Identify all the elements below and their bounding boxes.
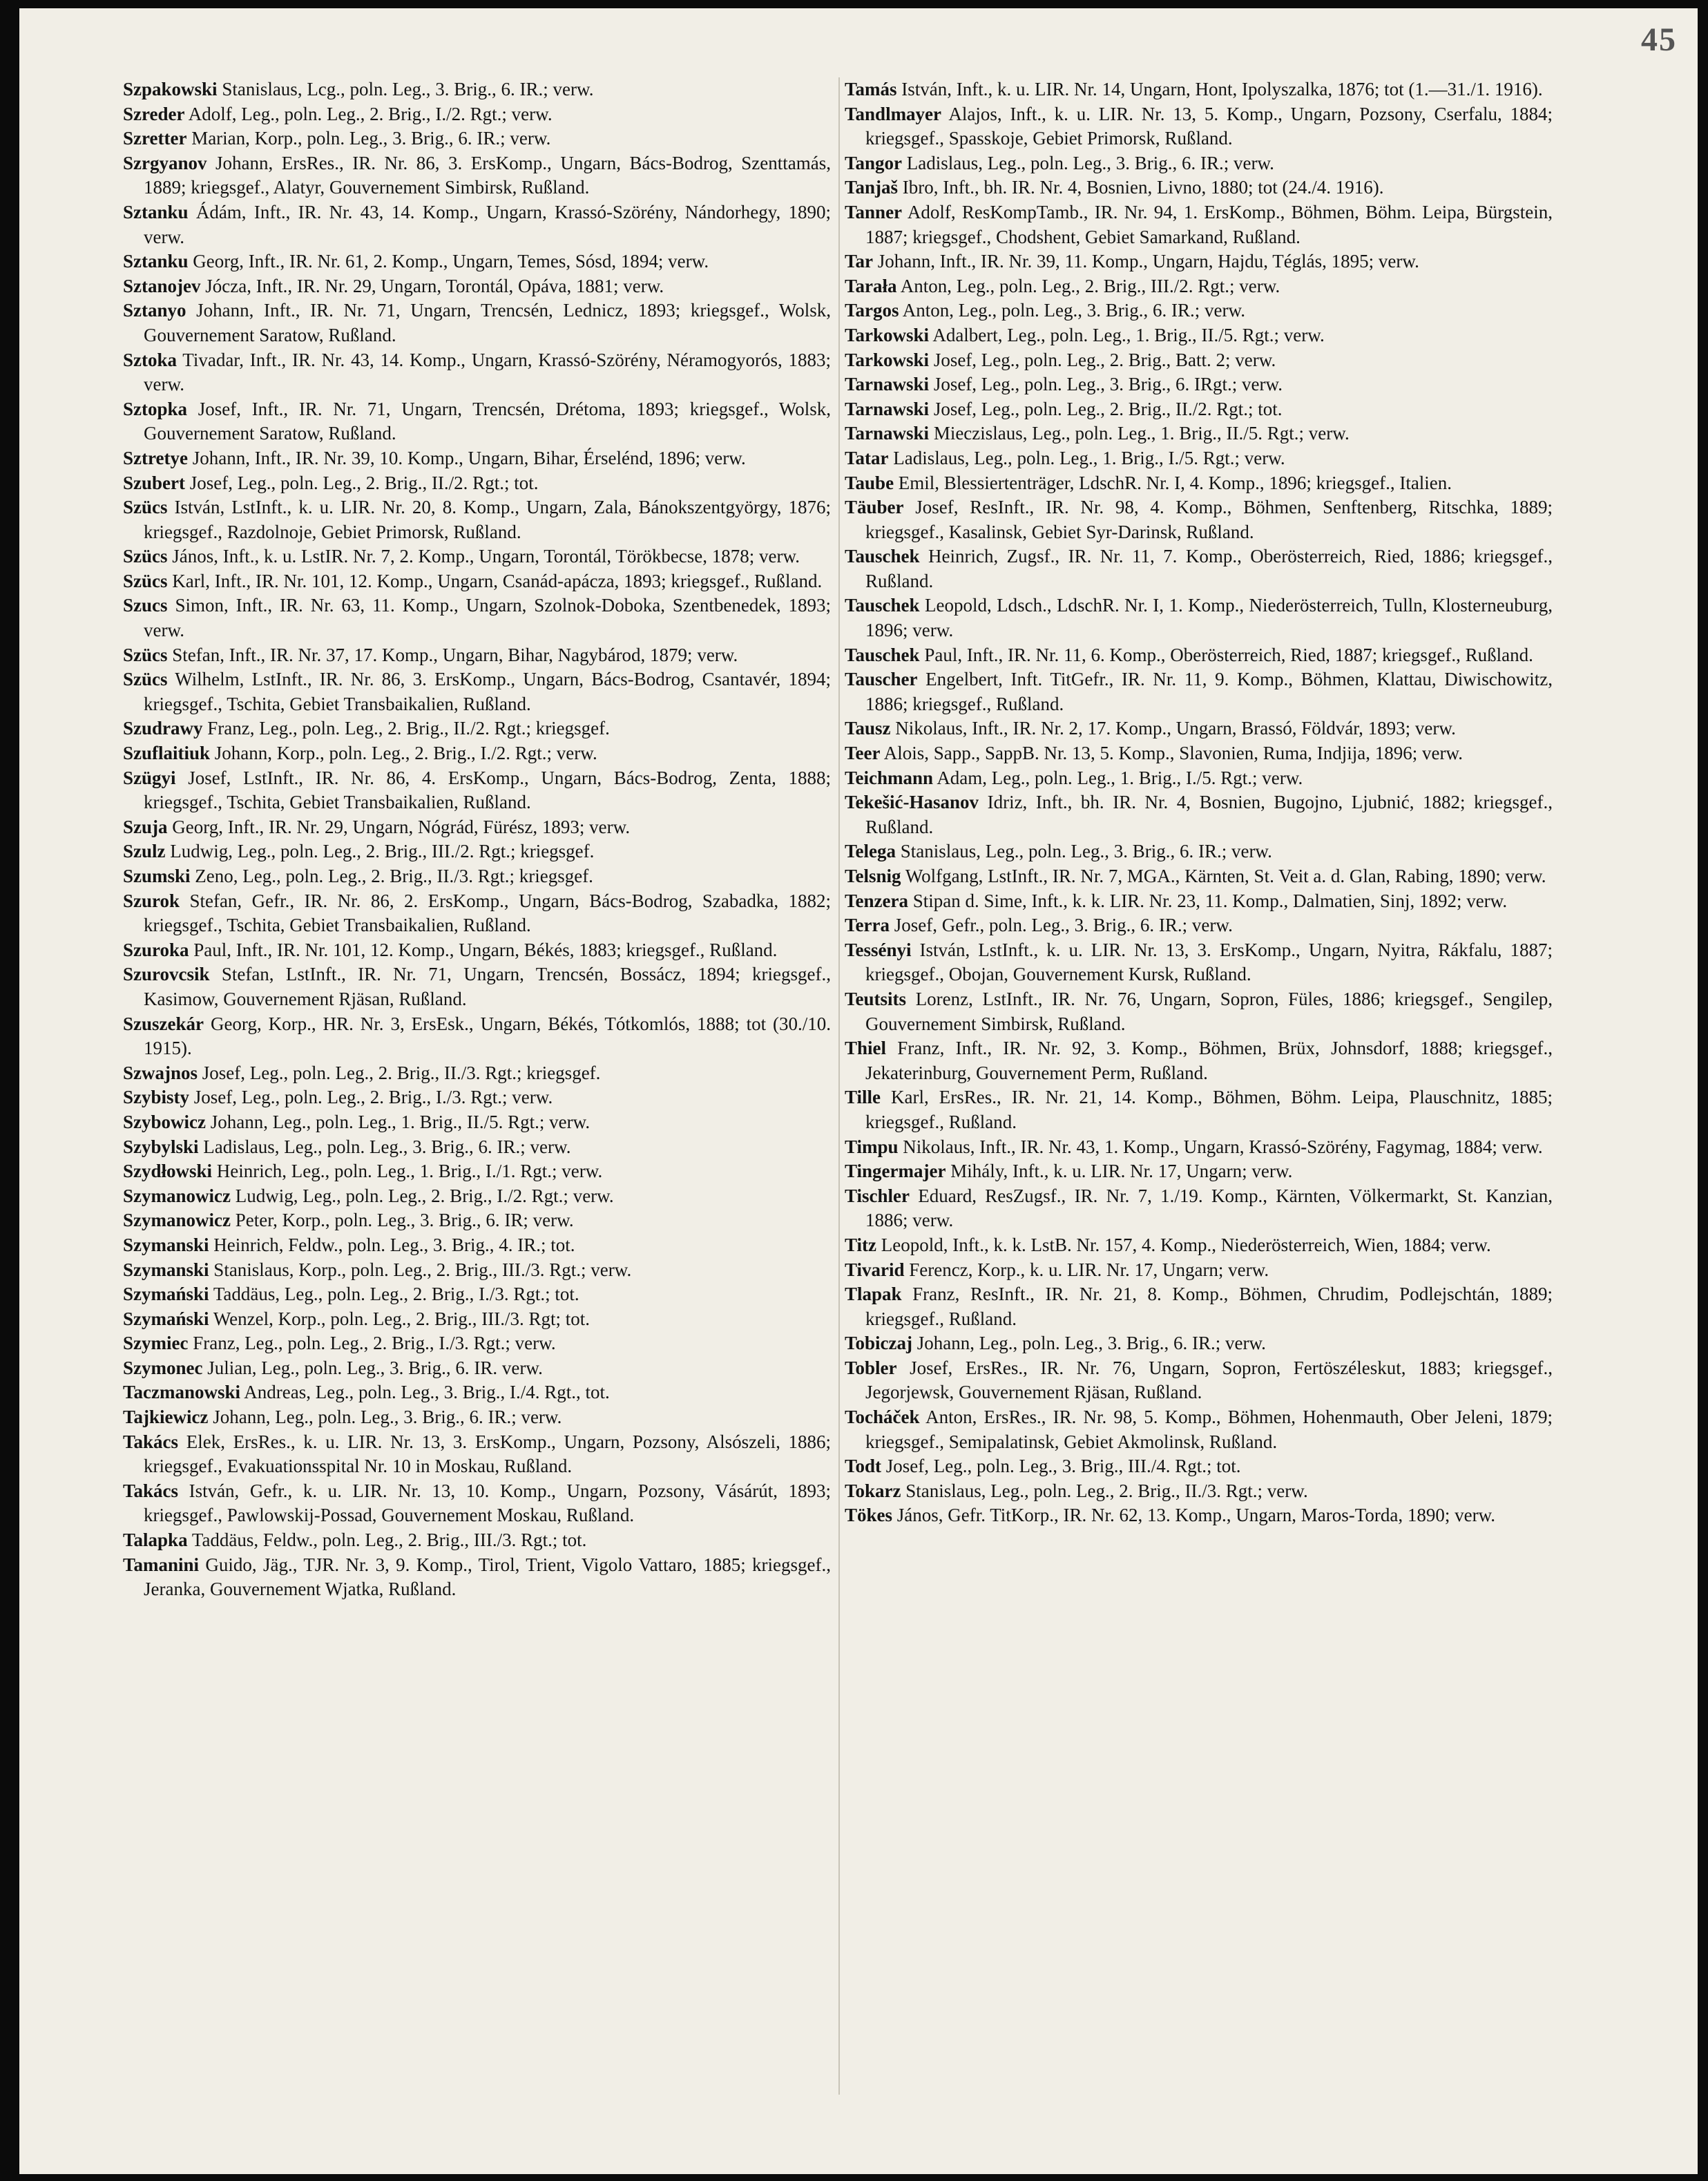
list-entry: [123, 938, 831, 963]
entry-surname: Szymański: [123, 1308, 209, 1329]
entry-surname: Szücs: [123, 644, 168, 665]
list-entry: [123, 544, 831, 569]
entry-details: Ádám, Inft., IR. Nr. 43, 14. Komp., Ungarn, Krassó-Szörény, Nándorhegy, 1890; verw.: [144, 201, 831, 247]
entry-details: Franz, ResInft., IR. Nr. 21, 8. Komp., Böhmen, Chrudim, Podlejschtán, 1889; kriegsgef., Rußland.: [865, 1284, 1553, 1329]
entry-surname: Sztopka: [123, 398, 188, 419]
list-entry: [123, 348, 831, 397]
entry-details: Stipan d. Sime, Inft., k. k. LIR. Nr. 23, 11. Komp., Dalmatien, Sinj, 1892; verw.: [912, 890, 1508, 911]
entry-surname: Tandlmayer: [845, 103, 942, 124]
list-entry: [845, 1135, 1553, 1160]
entry-surname: Sztretye: [123, 447, 188, 468]
list-entry: [123, 1110, 831, 1135]
entry-surname: Tobiczaj: [845, 1333, 913, 1354]
entry-surname: Tarnawski: [845, 423, 930, 444]
entry-details: Johann, Leg., poln. Leg., 1. Brig., II./5. Rgt.; verw.: [210, 1111, 591, 1132]
list-entry: [845, 77, 1553, 102]
entry-surname: Tarnawski: [845, 398, 930, 419]
list-entry: [123, 495, 831, 544]
entry-surname: Szuflaitiuk: [123, 743, 211, 764]
entry-details: Josef, Gefr., poln. Leg., 3. Brig., 6. IR.; verw.: [894, 915, 1233, 936]
entry-details: Peter, Korp., poln. Leg., 3. Brig., 6. IR; verw.: [235, 1210, 574, 1231]
list-entry: [123, 1184, 831, 1209]
entry-details: István, Inft., k. u. LIR. Nr. 14, Ungarn, Hont, Ipolyszalka, 1876; tot (1.—31./1. 1916).: [901, 79, 1543, 99]
list-entry: [845, 1331, 1553, 1356]
list-entry: [845, 298, 1553, 323]
list-entry: [123, 126, 831, 151]
entry-details: Franz, Leg., poln. Leg., 2. Brig., I./3. Rgt.; verw.: [193, 1333, 556, 1354]
list-entry: [123, 1159, 831, 1184]
list-entry: [123, 151, 831, 200]
entry-surname: Szuroka: [123, 939, 189, 960]
entry-surname: Szymanowicz: [123, 1210, 231, 1231]
entry-surname: Sztanku: [123, 251, 189, 272]
list-entry: [123, 667, 831, 716]
page-number: 45: [1641, 21, 1677, 58]
entry-surname: Tajkiewicz: [123, 1407, 209, 1428]
entry-surname: Talapka: [123, 1530, 188, 1551]
entry-details: Josef, LstInft., IR. Nr. 86, 4. ErsKomp., Ungarn, Bács-Bodrog, Zenta, 1888; kriegsgef., Tschita, Gebiet Transbaikalien, Rußland.: [144, 767, 832, 813]
entry-details: Wolfgang, LstInft., IR. Nr. 7, MGA., Kärnten, St. Veit a. d. Glan, Rabing, 1890; verw.: [905, 866, 1546, 886]
list-entry: [123, 471, 831, 496]
list-entry: [123, 889, 831, 938]
entry-details: Ladislaus, Leg., poln. Leg., 3. Brig., 6. IR.; verw.: [203, 1136, 571, 1157]
entry-details: Stefan, LstInft., IR. Nr. 71, Ungarn, Trencsén, Bossácz, 1894; kriegsgef., Kasimow, Gouvernement Rjäsan, Rußland.: [144, 964, 832, 1009]
entry-surname: Szymanski: [123, 1234, 209, 1255]
entry-details: Heinrich, Feldw., poln. Leg., 3. Brig., 4. IR.; tot.: [213, 1234, 575, 1255]
list-entry: [123, 249, 831, 274]
list-entry: [845, 987, 1553, 1036]
entry-surname: Szudrawy: [123, 718, 203, 739]
entry-surname: Szücs: [123, 497, 168, 518]
entry-surname: Timpu: [845, 1136, 899, 1157]
entry-details: Nikolaus, Inft., IR. Nr. 2, 17. Komp., Ungarn, Brassó, Földvár, 1893; verw.: [895, 718, 1456, 739]
entry-surname: Targos: [845, 300, 899, 321]
entry-details: Josef, Leg., poln. Leg., 2. Brig., II./2. Rgt.; tot.: [933, 398, 1283, 419]
entry-details: Stanislaus, Lcg., poln. Leg., 3. Brig., 6. IR.; verw.: [222, 79, 594, 99]
entry-details: Stanislaus, Leg., poln. Leg., 3. Brig., 6. IR.; verw.: [900, 841, 1272, 862]
entry-surname: Terra: [845, 915, 890, 936]
list-entry: [845, 1454, 1553, 1479]
entry-surname: Tille: [845, 1087, 881, 1108]
entry-surname: Sztanojev: [123, 275, 201, 296]
list-entry: [845, 1405, 1553, 1454]
list-entry: [845, 372, 1553, 397]
entry-surname: Tocháček: [845, 1407, 920, 1428]
entry-details: Simon, Inft., IR. Nr. 63, 11. Komp., Ungarn, Szolnok-Doboka, Szentbenedek, 1893; verw.: [144, 595, 832, 641]
entry-details: Ibro, Inft., bh. IR. Nr. 4, Bosnien, Livno, 1880; tot (24./4. 1916).: [902, 177, 1384, 198]
entry-details: Josef, Leg., poln. Leg., 2. Brig., II./2. Rgt.; tot.: [189, 472, 539, 493]
entry-surname: Szymanowicz: [123, 1185, 231, 1206]
list-entry: [123, 815, 831, 840]
entry-surname: Tanjaš: [845, 177, 899, 198]
entry-details: Julian, Leg., poln. Leg., 3. Brig., 6. IR. verw.: [207, 1357, 543, 1378]
list-entry: [123, 766, 831, 815]
entry-surname: Szymonec: [123, 1357, 203, 1378]
entry-surname: Taczmanowski: [123, 1382, 241, 1403]
list-entry: [123, 1208, 831, 1233]
entry-surname: Szpakowski: [123, 79, 218, 99]
entry-details: Leopold, Inft., k. k. LstB. Nr. 157, 4. Komp., Niederösterreich, Wien, 1884; verw.: [881, 1234, 1491, 1255]
entry-details: Adolf, Leg., poln. Leg., 2. Brig., I./2. Rgt.; verw.: [188, 103, 553, 124]
entry-surname: Szybylski: [123, 1136, 199, 1157]
list-entry: [123, 864, 831, 889]
entry-surname: Szulz: [123, 841, 166, 862]
entry-surname: Szucs: [123, 595, 168, 616]
entry-surname: Thiel: [845, 1038, 887, 1059]
list-entry: [845, 593, 1553, 642]
list-entry: [123, 1135, 831, 1160]
entry-details: Eduard, ResZugsf., IR. Nr. 7, 1./19. Komp., Kärnten, Völkermarkt, St. Kanzian, 1886; verw.: [865, 1185, 1553, 1231]
entry-surname: Täuber: [845, 497, 904, 518]
list-entry: [123, 716, 831, 741]
entry-surname: Todt: [845, 1456, 882, 1477]
entry-details: Johann, Inft., IR. Nr. 39, 11. Komp., Ungarn, Hajdu, Téglás, 1895; verw.: [877, 251, 1419, 272]
entry-surname: Tauscher: [845, 669, 918, 690]
list-entry: [845, 839, 1553, 864]
entry-details: Josef, Leg., poln. Leg., 3. Brig., III./4. Rgt.; tot.: [885, 1456, 1241, 1477]
entry-surname: Tischler: [845, 1185, 910, 1206]
list-entry: [123, 1012, 831, 1061]
list-entry: [845, 1085, 1553, 1134]
entry-surname: Tauschek: [845, 595, 920, 616]
list-entry: [123, 1356, 831, 1381]
entry-surname: Szuja: [123, 816, 168, 837]
list-entry: [845, 1479, 1553, 1504]
entry-surname: Tlapak: [845, 1284, 902, 1305]
entry-details: Ferencz, Korp., k. u. LIR. Nr. 17, Ungarn; verw.: [909, 1259, 1269, 1280]
entry-surname: Szybisty: [123, 1087, 190, 1108]
entry-details: István, Gefr., k. u. LIR. Nr. 13, 10. Komp., Ungarn, Pozsony, Vásárút, 1893; kriegsgef., Pawlowskij-Possad, Gouvernement Moskau, Rußland.: [144, 1480, 831, 1526]
entry-surname: Szwajnos: [123, 1062, 198, 1083]
entry-details: Johann, Inft., IR. Nr. 71, Ungarn, Trencsén, Lednicz, 1893; kriegsgef., Wolsk, Gouvernement Saratow, Rußland.: [144, 300, 831, 345]
entry-surname: Tingermajer: [845, 1161, 946, 1182]
list-entry: [123, 1307, 831, 1332]
entry-details: Alajos, Inft., k. u. LIR. Nr. 13, 5. Komp., Ungarn, Pozsony, Cserfalu, 1884; kriegsgef., Spasskoje, Gebiet Primorsk, Rußland.: [865, 103, 1553, 149]
list-entry: [845, 913, 1553, 938]
entry-details: Josef, ResInft., IR. Nr. 98, 4. Komp., Böhmen, Senftenberg, Ritschka, 1889; kriegsgef., Kasalinsk, Gebiet Syr-Darinsk, Rußland.: [865, 497, 1553, 542]
list-entry: [845, 716, 1553, 741]
book-page: [19, 8, 1698, 2174]
entry-surname: Tatar: [845, 447, 889, 468]
list-entry: [123, 741, 831, 766]
entry-details: Anton, Leg., poln. Leg., 2. Brig., III./2. Rgt.; verw.: [900, 275, 1280, 296]
entry-surname: Takács: [123, 1480, 179, 1501]
entry-surname: Teichmann: [845, 767, 934, 788]
list-entry: [123, 397, 831, 446]
entry-surname: Tarkowski: [845, 349, 930, 370]
entry-surname: Tarała: [845, 275, 897, 296]
list-entry: [123, 839, 831, 864]
entry-surname: Sztanku: [123, 201, 189, 222]
entry-details: Idriz, Inft., bh. IR. Nr. 4, Bosnien, Bugojno, Ljubnić, 1882; kriegsgef., Rußland.: [865, 792, 1553, 837]
entry-surname: Tanner: [845, 201, 903, 222]
entry-details: Ladislaus, Leg., poln. Leg., 3. Brig., 6. IR.; verw.: [906, 152, 1274, 173]
list-entry: [845, 249, 1553, 274]
entry-surname: Szumski: [123, 866, 191, 886]
entry-details: Johann, ErsRes., IR. Nr. 86, 3. ErsKomp., Ungarn, Bács-Bodrog, Szenttamás, 1889; kriegsgef., Alatyr, Gouvernement Simbirsk, Rußland.: [144, 152, 831, 198]
entry-details: Adolf, ResKompTamb., IR. Nr. 94, 1. ErsKomp., Böhmen, Böhm. Leipa, Bürgstein, 1887; kriegsgef., Chodshent, Gebiet Samarkand, Rußland.: [865, 201, 1553, 247]
entry-surname: Takács: [123, 1431, 179, 1452]
list-entry: [123, 1430, 831, 1479]
entry-surname: Szretter: [123, 128, 187, 149]
entry-surname: Titz: [845, 1234, 876, 1255]
list-entry: [845, 446, 1553, 471]
entry-details: Georg, Inft., IR. Nr. 61, 2. Komp., Ungarn, Temes, Sósd, 1894; verw.: [193, 251, 709, 272]
entry-details: Jócza, Inft., IR. Nr. 29, Ungarn, Torontál, Opáva, 1881; verw.: [205, 275, 664, 296]
entry-details: Marian, Korp., poln. Leg., 3. Brig., 6. IR.; verw.: [191, 128, 551, 149]
list-entry: [845, 766, 1553, 791]
left-column: [123, 77, 831, 1602]
list-entry: [123, 1405, 831, 1430]
list-entry: [123, 1479, 831, 1528]
entry-details: Zeno, Leg., poln. Leg., 2. Brig., II./3. Rgt.; kriegsgef.: [195, 866, 593, 886]
entry-details: Adam, Leg., poln. Leg., 1. Brig., I./5. Rgt.; verw.: [937, 767, 1303, 788]
entry-surname: Tenzera: [845, 890, 908, 911]
entry-details: Wenzel, Korp., poln. Leg., 2. Brig., III./3. Rgt; tot.: [213, 1308, 591, 1329]
list-entry: [845, 864, 1553, 889]
entry-surname: Taube: [845, 472, 894, 493]
entry-surname: Szymiec: [123, 1333, 189, 1354]
entry-surname: Sztanyo: [123, 300, 186, 321]
entry-surname: Tauschek: [845, 546, 920, 567]
entry-details: Leopold, Ldsch., LdschR. Nr. I, 1. Komp., Niederösterreich, Tulln, Klosterneuburg, 1896; verw.: [865, 595, 1553, 641]
list-entry: [845, 348, 1553, 373]
list-entry: [845, 200, 1553, 249]
list-entry: [123, 102, 831, 127]
list-entry: [123, 274, 831, 299]
entry-surname: Tausz: [845, 718, 891, 739]
list-entry: [845, 1282, 1553, 1331]
entry-surname: Szubert: [123, 472, 185, 493]
entry-details: Stanislaus, Leg., poln. Leg., 2. Brig., II./3. Rgt.; verw.: [905, 1480, 1308, 1501]
entry-details: Franz, Leg., poln. Leg., 2. Brig., II./2. Rgt.; kriegsgef.: [207, 718, 610, 739]
list-entry: [845, 323, 1553, 348]
entry-details: István, LstInft., k. u. LIR. Nr. 13, 3. ErsKomp., Ungarn, Nyitra, Rákfalu, 1887; kriegsgef., Obojan, Gouvernement Kursk, Rußland.: [865, 939, 1553, 985]
entry-details: Josef, ErsRes., IR. Nr. 76, Ungarn, Sopron, Fertöszéleskut, 1883; kriegsgef., Jegorjewsk, Gouvernement Rjäsan, Rußland.: [865, 1357, 1553, 1403]
entry-details: Johann, Inft., IR. Nr. 39, 10. Komp., Ungarn, Bihar, Érselénd, 1896; verw.: [192, 447, 746, 468]
entry-surname: Tarkowski: [845, 324, 930, 345]
entry-details: Heinrich, Leg., poln. Leg., 1. Brig., I./1. Rgt.; verw.: [216, 1161, 603, 1182]
entry-details: Georg, Inft., IR. Nr. 29, Ungarn, Nógrád, Fürész, 1893; verw.: [172, 816, 631, 837]
entry-details: Engelbert, Inft. TitGefr., IR. Nr. 11, 9. Komp., Böhmen, Klattau, Diwischowitz, 1886; kriegsgef., Rußland.: [865, 669, 1553, 714]
entry-details: Karl, Inft., IR. Nr. 101, 12. Komp., Ungarn, Csanád-apácza, 1893; kriegsgef., Rußland.: [172, 570, 823, 591]
entry-details: Josef, Leg., poln. Leg., 2. Brig., Batt. 2; verw.: [933, 349, 1276, 370]
list-entry: [123, 77, 831, 102]
entry-surname: Tauschek: [845, 644, 920, 665]
entry-surname: Tamás: [845, 79, 897, 99]
entry-details: Josef, Inft., IR. Nr. 71, Ungarn, Trencsén, Drétoma, 1893; kriegsgef., Wolsk, Gouvernement Saratow, Rußland.: [144, 398, 832, 444]
entry-details: Ladislaus, Leg., poln. Leg., 1. Brig., I./5. Rgt.; verw.: [893, 447, 1285, 468]
entry-details: Ludwig, Leg., poln. Leg., 2. Brig., I./2. Rgt.; verw.: [235, 1185, 614, 1206]
list-entry: [845, 421, 1553, 446]
entry-details: Elek, ErsRes., k. u. LIR. Nr. 13, 3. ErsKomp., Ungarn, Pozsony, Alsószeli, 1886; kriegsgef., Evakuationsspital Nr. 10 in Moskau, Rußland.: [144, 1431, 832, 1477]
list-entry: [845, 1233, 1553, 1258]
list-entry: [123, 446, 831, 471]
entry-surname: Tivarid: [845, 1259, 905, 1280]
list-entry: [845, 1258, 1553, 1283]
list-entry: [123, 643, 831, 668]
list-entry: [845, 938, 1553, 987]
entry-details: Tivadar, Inft., IR. Nr. 43, 14. Komp., Ungarn, Krassó-Szörény, Néramogyorós, 1883; verw.: [144, 349, 831, 395]
list-entry: [845, 274, 1553, 299]
entry-surname: Tessényi: [845, 939, 912, 960]
entry-details: János, Gefr. TitKorp., IR. Nr. 62, 13. Komp., Ungarn, Maros-Torda, 1890; verw.: [896, 1505, 1496, 1526]
entry-details: Paul, Inft., IR. Nr. 101, 12. Komp., Ungarn, Békés, 1883; kriegsgef., Rußland.: [193, 939, 778, 960]
entry-surname: Teer: [845, 743, 881, 764]
entry-details: Emil, Blessiertenträger, LdschR. Nr. I, 4. Komp., 1896; kriegsgef., Italien.: [898, 472, 1452, 493]
entry-surname: Szücs: [123, 669, 168, 690]
entry-details: Anton, ErsRes., IR. Nr. 98, 5. Komp., Böhmen, Hohenmauth, Ober Jeleni, 1879; kriegsgef., Semipalatinsk, Gebiet Akmolinsk, Rußland.: [865, 1407, 1553, 1452]
entry-surname: Telega: [845, 841, 896, 862]
list-entry: [845, 397, 1553, 422]
entry-surname: Szurok: [123, 890, 180, 911]
entry-surname: Tökes: [845, 1505, 893, 1526]
entry-surname: Tangor: [845, 152, 903, 173]
list-entry: [845, 544, 1553, 593]
entry-surname: Teutsits: [845, 988, 907, 1009]
list-entry: [845, 495, 1553, 544]
entry-surname: Sztoka: [123, 349, 177, 370]
list-entry: [123, 1553, 831, 1602]
entry-details: Franz, Inft., IR. Nr. 92, 3. Komp., Böhmen, Brüx, Johnsdorf, 1888; kriegsgef., Jekaterinburg, Gouvernement Perm, Rußland.: [865, 1038, 1553, 1083]
entry-surname: Tarnawski: [845, 374, 930, 395]
list-entry: [845, 1159, 1553, 1184]
entry-details: Adalbert, Leg., poln. Leg., 1. Brig., II./5. Rgt.; verw.: [932, 324, 1325, 345]
list-entry: [123, 1258, 831, 1283]
entry-details: Stefan, Inft., IR. Nr. 37, 17. Komp., Ungarn, Bihar, Nagybárod, 1879; verw.: [172, 644, 738, 665]
list-entry: [845, 643, 1553, 668]
entry-surname: Szydłowski: [123, 1161, 213, 1182]
list-entry: [845, 741, 1553, 766]
entry-surname: Szrgyanov: [123, 152, 207, 173]
entry-details: Taddäus, Feldw., poln. Leg., 2. Brig., III./3. Rgt.; tot.: [191, 1530, 587, 1551]
entry-surname: Szreder: [123, 103, 185, 124]
entry-details: Alois, Sapp., SappB. Nr. 13, 5. Komp., Slavonien, Ruma, Indjija, 1896; verw.: [883, 743, 1463, 764]
entry-surname: Szücs: [123, 570, 168, 591]
entry-details: István, LstInft., k. u. LIR. Nr. 20, 8. Komp., Ungarn, Zala, Bánokszentgyörgy, 1876; kriegsgef., Razdolnoje, Gebiet Primorsk, Rußland.: [144, 497, 831, 542]
list-entry: [845, 1503, 1553, 1528]
list-entry: [845, 175, 1553, 200]
entry-surname: Szügyi: [123, 767, 176, 788]
list-entry: [123, 298, 831, 347]
entry-details: Nikolaus, Inft., IR. Nr. 43, 1. Komp., Ungarn, Krassó-Szörény, Fagymag, 1884; verw.: [903, 1136, 1543, 1157]
entry-details: Lorenz, LstInft., IR. Nr. 76, Ungarn, Sopron, Füles, 1886; kriegsgef., Sengilep, Gouvernement Simbirsk, Rußland.: [865, 988, 1553, 1034]
entry-surname: Szurovcsik: [123, 964, 210, 985]
list-entry: [123, 1282, 831, 1307]
entry-surname: Telsnig: [845, 866, 901, 886]
list-entry: [845, 790, 1553, 839]
entry-details: Mihály, Inft., k. u. LIR. Nr. 17, Ungarn; verw.: [950, 1161, 1293, 1182]
entry-details: Johann, Korp., poln. Leg., 2. Brig., I./2. Rgt.; verw.: [214, 743, 597, 764]
right-column: [845, 77, 1553, 1528]
entry-details: Johann, Leg., poln. Leg., 3. Brig., 6. IR.; verw.: [917, 1333, 1266, 1354]
list-entry: [845, 102, 1553, 151]
entry-details: Paul, Inft., IR. Nr. 11, 6. Komp., Oberösterreich, Ried, 1887; kriegsgef., Rußland.: [924, 644, 1533, 665]
entry-surname: Szymański: [123, 1284, 209, 1305]
entry-surname: Tar: [845, 251, 874, 272]
entry-details: Anton, Leg., poln. Leg., 3. Brig., 6. IR.; verw.: [902, 300, 1245, 321]
list-entry: [123, 569, 831, 594]
entry-details: Stanislaus, Korp., poln. Leg., 2. Brig., III./3. Rgt.; verw.: [213, 1259, 632, 1280]
list-entry: [123, 1233, 831, 1258]
entry-details: Georg, Korp., HR. Nr. 3, ErsEsk., Ungarn, Békés, Tótkomlós, 1888; tot (30./10. 1915).: [144, 1013, 832, 1059]
list-entry: [845, 1184, 1553, 1233]
entry-details: Johann, Leg., poln. Leg., 3. Brig., 6. IR.; verw.: [213, 1407, 562, 1428]
list-entry: [123, 200, 831, 249]
list-entry: [845, 889, 1553, 914]
entry-details: Ludwig, Leg., poln. Leg., 2. Brig., III./2. Rgt.; kriegsgef.: [170, 841, 595, 862]
entry-surname: Szuszekár: [123, 1013, 204, 1034]
entry-surname: Tamanini: [123, 1554, 200, 1575]
list-entry: [845, 471, 1553, 496]
entry-surname: Tokarz: [845, 1480, 901, 1501]
list-entry: [123, 1085, 831, 1110]
entry-details: Taddäus, Leg., poln. Leg., 2. Brig., I./3. Rgt.; tot.: [213, 1284, 579, 1305]
list-entry: [845, 667, 1553, 716]
entry-details: Andreas, Leg., poln. Leg., 3. Brig., I./4. Rgt., tot.: [244, 1382, 610, 1403]
entry-details: Josef, Leg., poln. Leg., 3. Brig., 6. IRgt.; verw.: [933, 374, 1283, 395]
list-entry: [123, 1331, 831, 1356]
entry-details: Mieczislaus, Leg., poln. Leg., 1. Brig., II./5. Rgt.; verw.: [933, 423, 1350, 444]
list-entry: [123, 1528, 831, 1553]
entry-details: János, Inft., k. u. LstIR. Nr. 7, 2. Komp., Ungarn, Torontál, Törökbecse, 1878; verw.: [172, 546, 800, 567]
entry-details: Josef, Leg., poln. Leg., 2. Brig., II./3. Rgt.; kriegsgef.: [202, 1062, 601, 1083]
entry-surname: Tekešić-Hasanov: [845, 792, 979, 813]
list-entry: [123, 593, 831, 642]
entry-surname: Tobler: [845, 1357, 897, 1378]
list-entry: [123, 1380, 831, 1405]
column-divider: [838, 77, 840, 2095]
list-entry: [123, 1061, 831, 1086]
entry-details: Stefan, Gefr., IR. Nr. 86, 2. ErsKomp., Ungarn, Bács-Bodrog, Szabadka, 1882; kriegsgef., Tschita, Gebiet Transbaikalien, Rußland.: [144, 890, 831, 936]
entry-surname: Szücs: [123, 546, 168, 567]
entry-details: Karl, ErsRes., IR. Nr. 21, 14. Komp., Böhmen, Böhm. Leipa, Plauschnitz, 1885; kriegsgef., Rußland.: [865, 1087, 1553, 1132]
list-entry: [845, 151, 1553, 176]
list-entry: [845, 1356, 1553, 1405]
list-entry: [123, 962, 831, 1011]
entry-details: Wilhelm, LstInft., IR. Nr. 86, 3. ErsKomp., Ungarn, Bács-Bodrog, Csantavér, 1894; kriegsgef., Tschita, Gebiet Transbaikalien, Rußland.: [144, 669, 831, 714]
entry-surname: Szybowicz: [123, 1111, 206, 1132]
list-entry: [845, 1036, 1553, 1085]
entry-surname: Szymanski: [123, 1259, 209, 1280]
entry-details: Guido, Jäg., TJR. Nr. 3, 9. Komp., Tirol, Trient, Vigolo Vattaro, 1885; kriegsgef., Jeranka, Gouvernement Wjatka, Rußland.: [144, 1554, 832, 1600]
entry-details: Josef, Leg., poln. Leg., 2. Brig., I./3. Rgt.; verw.: [193, 1087, 553, 1108]
entry-details: Heinrich, Zugsf., IR. Nr. 11, 7. Komp., Oberösterreich, Ried, 1886; kriegsgef., Rußland.: [865, 546, 1553, 591]
